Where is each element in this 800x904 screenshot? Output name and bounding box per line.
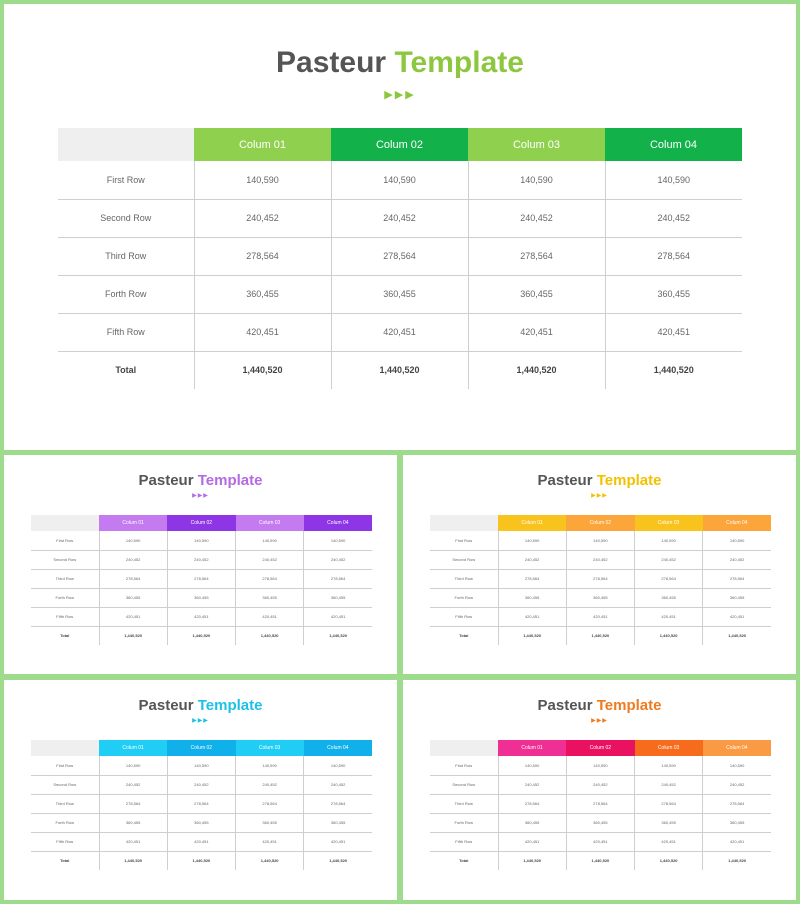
table-cell: 360,455 xyxy=(304,813,372,832)
total-row xyxy=(430,851,771,870)
table-cell: 140,590 xyxy=(703,756,771,775)
table-row xyxy=(430,794,771,813)
table-cell: 278,564 xyxy=(498,794,566,813)
total-label: Total xyxy=(60,858,70,864)
title-word-2: Template xyxy=(394,46,524,79)
row-label: Third Row xyxy=(31,569,99,588)
table-row xyxy=(430,813,771,832)
table-cell: 420,451 xyxy=(468,313,605,351)
table-row xyxy=(430,588,771,607)
total-cell: 1,440,520 xyxy=(635,851,703,870)
table-cell: 140,590 xyxy=(498,531,566,550)
title-word-2: Template xyxy=(197,697,263,714)
total-cell: 1,440,520 xyxy=(468,351,605,389)
table-cell: 360,455 xyxy=(99,813,167,832)
title-word-2: Template xyxy=(596,697,662,714)
table-row xyxy=(430,775,771,794)
table-cell: 140,590 xyxy=(498,756,566,775)
table-row xyxy=(31,588,372,607)
slide-orange xyxy=(403,680,796,900)
table-cell: 278,564 xyxy=(703,794,771,813)
total-cell: 1,440,520 xyxy=(331,351,468,389)
column-header: Colum 03 xyxy=(468,128,605,161)
table-cell: 278,564 xyxy=(167,569,235,588)
table-cell: 140,590 xyxy=(304,531,372,550)
total-row xyxy=(31,851,372,870)
total-cell: 1,440,520 xyxy=(605,351,742,389)
column-header: Colum 01 xyxy=(99,740,167,756)
total-label: Total xyxy=(459,633,469,639)
row-label: Second Row xyxy=(430,550,498,569)
table-cell: 360,455 xyxy=(566,588,634,607)
table-cell: 360,455 xyxy=(703,588,771,607)
row-label: Third Row xyxy=(430,794,498,813)
row-label: Fifth Row xyxy=(31,832,99,851)
table-cell: 240,452 xyxy=(498,550,566,569)
table-row xyxy=(31,832,372,851)
arrows-icon: ▶▶▶ xyxy=(192,493,209,499)
total-cell: 1,440,520 xyxy=(635,626,703,645)
header-row xyxy=(430,515,771,531)
table-cell: 140,590 xyxy=(566,756,634,775)
total-cell: 1,440,520 xyxy=(304,851,372,870)
table-cell: 240,452 xyxy=(703,775,771,794)
table-cell: 140,590 xyxy=(236,756,304,775)
table-cell: 278,564 xyxy=(236,794,304,813)
table-cell: 420,451 xyxy=(236,832,304,851)
total-cell: 1,440,520 xyxy=(194,351,331,389)
table-cell: 420,451 xyxy=(167,832,235,851)
table-cell: 420,451 xyxy=(498,607,566,626)
total-cell: 1,440,520 xyxy=(703,626,771,645)
table-cell: 360,455 xyxy=(331,275,468,313)
table-cell: 240,452 xyxy=(236,775,304,794)
row-label: Third Row xyxy=(31,794,99,813)
table-cell: 278,564 xyxy=(566,794,634,813)
table-cell: 278,564 xyxy=(304,794,372,813)
slide-title xyxy=(403,697,796,714)
table-row xyxy=(58,237,742,275)
table-cell: 140,590 xyxy=(605,161,742,199)
table-cell: 240,452 xyxy=(194,199,331,237)
table-cell: 420,451 xyxy=(635,607,703,626)
slide-title xyxy=(4,472,397,489)
table-cell: 360,455 xyxy=(194,275,331,313)
table-cell: 420,451 xyxy=(304,607,372,626)
table-row xyxy=(58,199,742,237)
row-label: Forth Row xyxy=(430,813,498,832)
row-label: Fifth Row xyxy=(58,313,194,351)
header-corner xyxy=(430,515,498,531)
header-corner xyxy=(31,740,99,756)
table-cell: 240,452 xyxy=(635,775,703,794)
table-cell: 278,564 xyxy=(236,569,304,588)
table-row xyxy=(430,569,771,588)
table-cell: 240,452 xyxy=(304,775,372,794)
table-cell: 278,564 xyxy=(635,569,703,588)
table-row xyxy=(31,794,372,813)
table-cell: 240,452 xyxy=(236,550,304,569)
table-cell: 278,564 xyxy=(99,794,167,813)
table-cell: 240,452 xyxy=(605,199,742,237)
table-row xyxy=(31,756,372,775)
title-word-1: Pasteur xyxy=(138,472,194,489)
column-header: Colum 02 xyxy=(566,740,634,756)
table-cell: 420,451 xyxy=(605,313,742,351)
table-cell: 140,590 xyxy=(703,531,771,550)
table-row xyxy=(31,531,372,550)
table-cell: 420,451 xyxy=(99,607,167,626)
total-label: Total xyxy=(60,633,70,639)
slide-blue xyxy=(4,680,397,900)
table-cell: 240,452 xyxy=(635,550,703,569)
row-label: Forth Row xyxy=(58,275,194,313)
table-cell: 240,452 xyxy=(99,550,167,569)
table-cell: 140,590 xyxy=(167,756,235,775)
total-cell: 1,440,520 xyxy=(498,851,566,870)
row-label: Fifth Row xyxy=(31,607,99,626)
data-table xyxy=(58,128,742,389)
table-cell: 360,455 xyxy=(167,588,235,607)
table-cell: 420,451 xyxy=(566,607,634,626)
title-word-1: Pasteur xyxy=(537,697,593,714)
row-label: Fifth Row xyxy=(430,832,498,851)
table-row xyxy=(430,756,771,775)
column-header: Colum 04 xyxy=(703,515,771,531)
column-header: Colum 01 xyxy=(194,128,331,161)
row-label: Third Row xyxy=(430,569,498,588)
table-cell: 360,455 xyxy=(498,588,566,607)
table-cell: 360,455 xyxy=(605,275,742,313)
header-row xyxy=(31,740,372,756)
table-row xyxy=(430,607,771,626)
column-header: Colum 02 xyxy=(331,128,468,161)
table-cell: 420,451 xyxy=(304,832,372,851)
table-cell: 360,455 xyxy=(566,813,634,832)
table-cell: 240,452 xyxy=(498,775,566,794)
row-label: Forth Row xyxy=(31,588,99,607)
table-cell: 360,455 xyxy=(236,813,304,832)
column-header: Colum 01 xyxy=(99,515,167,531)
total-cell: 1,440,520 xyxy=(566,626,634,645)
table-cell: 360,455 xyxy=(635,813,703,832)
title-word-1: Pasteur xyxy=(537,472,593,489)
table-cell: 278,564 xyxy=(498,569,566,588)
table-cell: 420,451 xyxy=(635,832,703,851)
table-cell: 278,564 xyxy=(304,569,372,588)
table-cell: 140,590 xyxy=(167,531,235,550)
table-cell: 240,452 xyxy=(703,550,771,569)
table-cell: 278,564 xyxy=(468,237,605,275)
total-cell: 1,440,520 xyxy=(703,851,771,870)
table-cell: 278,564 xyxy=(566,569,634,588)
table-cell: 420,451 xyxy=(167,607,235,626)
row-label: Fifth Row xyxy=(430,607,498,626)
title-word-1: Pasteur xyxy=(138,697,194,714)
table-cell: 240,452 xyxy=(99,775,167,794)
header-row xyxy=(430,740,771,756)
row-label: Forth Row xyxy=(31,813,99,832)
table-cell: 360,455 xyxy=(635,588,703,607)
table-row xyxy=(58,161,742,199)
row-label: Third Row xyxy=(58,237,194,275)
header-row xyxy=(31,515,372,531)
title-word-2: Template xyxy=(596,472,662,489)
data-table xyxy=(31,515,372,645)
column-header: Colum 02 xyxy=(167,740,235,756)
column-header: Colum 01 xyxy=(498,515,566,531)
row-label: Second Row xyxy=(58,199,194,237)
total-cell: 1,440,520 xyxy=(99,851,167,870)
table-cell: 278,564 xyxy=(194,237,331,275)
table-cell: 420,451 xyxy=(99,832,167,851)
total-label: Total xyxy=(115,365,137,376)
table-row xyxy=(58,275,742,313)
table-cell: 240,452 xyxy=(304,550,372,569)
arrows-icon: ▶▶▶ xyxy=(384,89,416,101)
row-label: Second Row xyxy=(31,550,99,569)
row-label: First Row xyxy=(430,531,498,550)
table-cell: 240,452 xyxy=(468,199,605,237)
row-label: First Row xyxy=(31,756,99,775)
header-corner xyxy=(430,740,498,756)
data-table xyxy=(31,740,372,870)
table-cell: 240,452 xyxy=(167,775,235,794)
header-row xyxy=(58,128,742,161)
table-cell: 420,451 xyxy=(703,607,771,626)
table-cell: 240,452 xyxy=(566,550,634,569)
total-cell: 1,440,520 xyxy=(99,626,167,645)
table-cell: 140,590 xyxy=(635,531,703,550)
column-header: Colum 04 xyxy=(703,740,771,756)
table-cell: 420,451 xyxy=(331,313,468,351)
table-cell: 420,451 xyxy=(236,607,304,626)
row-label: First Row xyxy=(430,756,498,775)
table-cell: 140,590 xyxy=(99,531,167,550)
slide-purple xyxy=(4,455,397,674)
title-word-1: Pasteur xyxy=(276,46,387,79)
table-cell: 140,590 xyxy=(194,161,331,199)
slide-title xyxy=(403,472,796,489)
table-cell: 360,455 xyxy=(498,813,566,832)
column-header: Colum 03 xyxy=(635,515,703,531)
total-cell: 1,440,520 xyxy=(304,626,372,645)
total-row xyxy=(31,626,372,645)
total-cell: 1,440,520 xyxy=(236,626,304,645)
column-header: Colum 02 xyxy=(566,515,634,531)
table-cell: 360,455 xyxy=(167,813,235,832)
arrows-icon: ▶▶▶ xyxy=(591,493,608,499)
column-header: Colum 04 xyxy=(605,128,742,161)
table-cell: 240,452 xyxy=(331,199,468,237)
column-header: Colum 03 xyxy=(635,740,703,756)
column-header: Colum 01 xyxy=(498,740,566,756)
total-label: Total xyxy=(459,858,469,864)
table-row xyxy=(430,531,771,550)
table-cell: 140,590 xyxy=(304,756,372,775)
data-table xyxy=(430,740,771,870)
table-row xyxy=(31,550,372,569)
title-word-2: Template xyxy=(197,472,263,489)
table-cell: 278,564 xyxy=(167,794,235,813)
table-row xyxy=(31,607,372,626)
table-cell: 420,451 xyxy=(194,313,331,351)
table-cell: 360,455 xyxy=(236,588,304,607)
table-cell: 140,590 xyxy=(566,531,634,550)
table-row xyxy=(31,569,372,588)
total-cell: 1,440,520 xyxy=(236,851,304,870)
column-header: Colum 03 xyxy=(236,740,304,756)
table-cell: 278,564 xyxy=(99,569,167,588)
total-cell: 1,440,520 xyxy=(498,626,566,645)
total-row xyxy=(430,626,771,645)
table-cell: 278,564 xyxy=(331,237,468,275)
table-cell: 278,564 xyxy=(635,794,703,813)
table-cell: 360,455 xyxy=(304,588,372,607)
column-header: Colum 04 xyxy=(304,740,372,756)
table-cell: 278,564 xyxy=(605,237,742,275)
table-cell: 240,452 xyxy=(167,550,235,569)
total-cell: 1,440,520 xyxy=(566,851,634,870)
row-label: First Row xyxy=(58,161,194,199)
header-corner xyxy=(31,515,99,531)
table-row xyxy=(430,832,771,851)
header-corner xyxy=(58,128,194,161)
column-header: Colum 04 xyxy=(304,515,372,531)
table-cell: 420,451 xyxy=(703,832,771,851)
row-label: Forth Row xyxy=(430,588,498,607)
table-cell: 360,455 xyxy=(703,813,771,832)
table-cell: 240,452 xyxy=(566,775,634,794)
column-header: Colum 03 xyxy=(236,515,304,531)
total-cell: 1,440,520 xyxy=(167,626,235,645)
table-cell: 360,455 xyxy=(468,275,605,313)
slide-green xyxy=(4,4,796,450)
total-row xyxy=(58,351,742,389)
row-label: First Row xyxy=(31,531,99,550)
slide-yellow xyxy=(403,455,796,674)
table-row xyxy=(430,550,771,569)
table-row xyxy=(31,813,372,832)
column-header: Colum 02 xyxy=(167,515,235,531)
table-cell: 140,590 xyxy=(331,161,468,199)
table-row xyxy=(31,775,372,794)
table-cell: 420,451 xyxy=(498,832,566,851)
table-cell: 278,564 xyxy=(703,569,771,588)
table-cell: 140,590 xyxy=(236,531,304,550)
table-cell: 140,590 xyxy=(468,161,605,199)
table-cell: 360,455 xyxy=(99,588,167,607)
row-label: Second Row xyxy=(430,775,498,794)
table-cell: 420,451 xyxy=(566,832,634,851)
table-row xyxy=(58,313,742,351)
total-cell: 1,440,520 xyxy=(167,851,235,870)
slide-title xyxy=(4,697,397,714)
slide-title xyxy=(4,46,796,80)
table-cell: 140,590 xyxy=(99,756,167,775)
row-label: Second Row xyxy=(31,775,99,794)
data-table xyxy=(430,515,771,645)
table-cell: 140,590 xyxy=(635,756,703,775)
arrows-icon: ▶▶▶ xyxy=(591,718,608,724)
arrows-icon: ▶▶▶ xyxy=(192,718,209,724)
